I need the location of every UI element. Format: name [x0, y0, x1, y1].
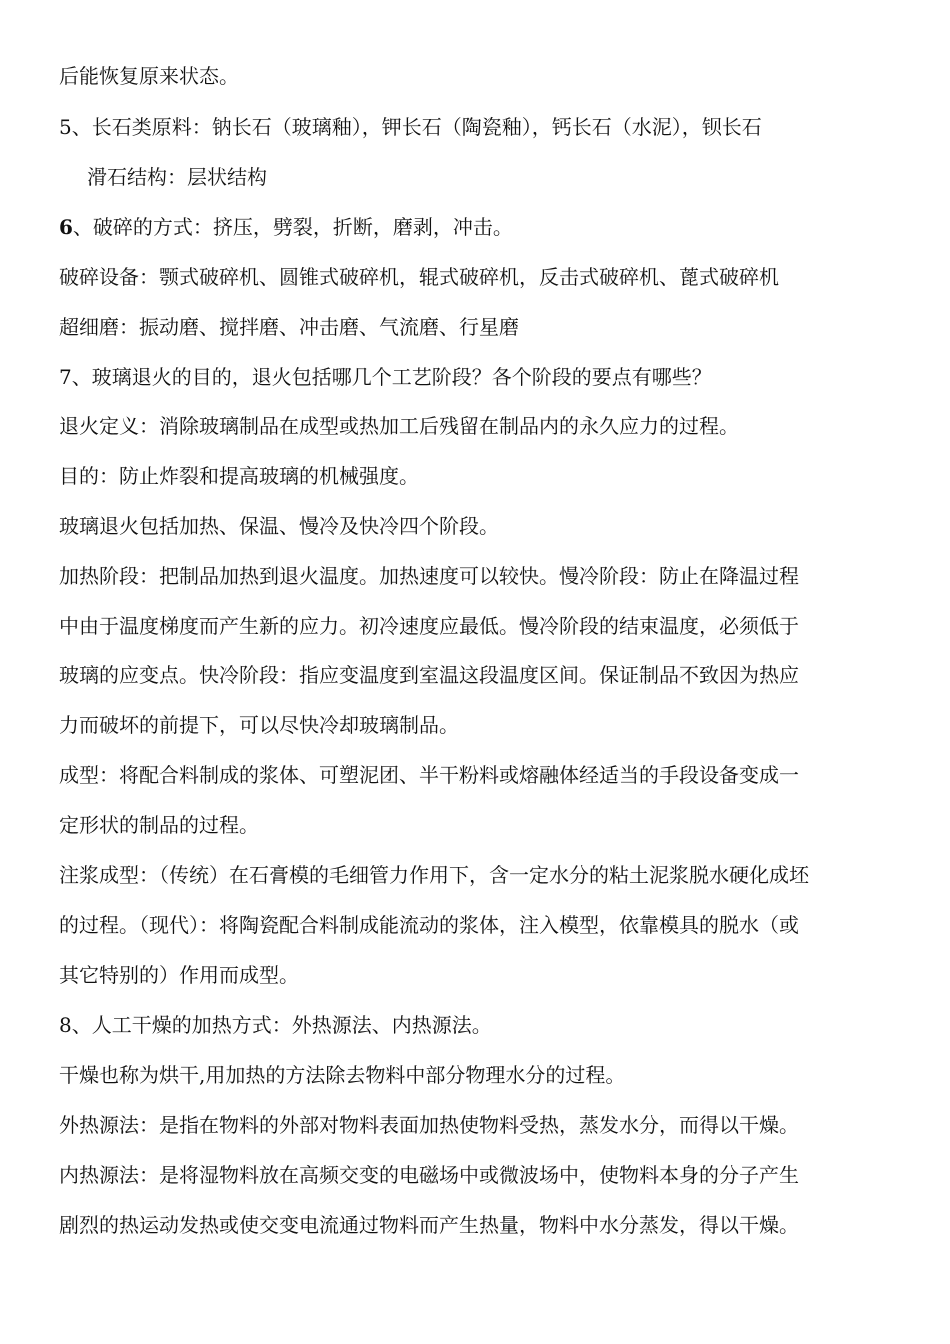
text-line: 后能恢复原来状态。: [59, 64, 239, 88]
text-line: 退火定义：消除玻璃制品在成型或热加工后残留在制品内的永久应力的过程。: [59, 414, 739, 438]
text-line: 滑石结构：层状结构: [87, 165, 267, 189]
item-number: 6: [59, 215, 73, 239]
text-line: 成型：将配合料制成的浆体、可塑泥团、半干粉料或熔融体经适当的手段设备变成一: [59, 763, 799, 787]
text-line: 超细磨：振动磨、搅拌磨、冲击磨、气流磨、行星磨: [59, 315, 519, 339]
text-line: 定形状的制品的过程。: [59, 813, 259, 837]
text-line: 内热源法：是将湿物料放在高频交变的电磁场中或微波场中，使物料本身的分子产生: [59, 1163, 799, 1187]
text-line: 5、长石类原料：钠长石（玻璃釉），钾长石（陶瓷釉），钙长石（水泥），钡长石: [59, 115, 762, 139]
text-line: 外热源法：是指在物料的外部对物料表面加热使物料受热，蒸发水分，而得以干燥。: [59, 1113, 799, 1137]
text-line: 7、玻璃退火的目的，退火包括哪几个工艺阶段？各个阶段的要点有哪些？: [59, 365, 712, 389]
text-line: 加热阶段：把制品加热到退火温度。加热速度可以较快。慢冷阶段：防止在降温过程: [59, 564, 799, 588]
text-line: 玻璃的应变点。快冷阶段：指应变温度到室温这段温度区间。保证制品不致因为热应: [59, 663, 799, 687]
text-line: 8、人工干燥的加热方式：外热源法、内热源法。: [59, 1013, 492, 1037]
text-line: 玻璃退火包括加热、保温、慢冷及快冷四个阶段。: [59, 514, 499, 538]
text-line: 目的：防止炸裂和提高玻璃的机械强度。: [59, 464, 419, 488]
text-line: [59, 212, 513, 242]
text-line: 中由于温度梯度而产生新的应力。初冷速度应最低。慢冷阶段的结束温度，必须低于: [59, 614, 799, 638]
text-line: 干燥也称为烘干,用加热的方法除去物料中部分物理水分的过程。: [59, 1063, 626, 1087]
item-text: 、破碎的方式：挤压，劈裂，折断，磨剥，冲击。: [72, 215, 513, 239]
text-line: 注浆成型：（传统）在石膏模的毛细管力作用下，含一定水分的粘土泥浆脱水硬化成坯: [59, 863, 809, 887]
text-line: 的过程。（现代）：将陶瓷配合料制成能流动的浆体，注入模型，依靠模具的脱水（或: [59, 913, 799, 937]
text-line: 力而破坏的前提下，可以尽快冷却玻璃制品。: [59, 713, 459, 737]
text-line: 破碎设备：颚式破碎机、圆锥式破碎机，辊式破碎机，反击式破碎机、蓖式破碎机: [59, 265, 779, 289]
text-line: 剧烈的热运动发热或使交变电流通过物料而产生热量，物料中水分蒸发，得以干燥。: [59, 1213, 799, 1237]
text-line: 其它特别的）作用而成型。: [59, 963, 299, 987]
